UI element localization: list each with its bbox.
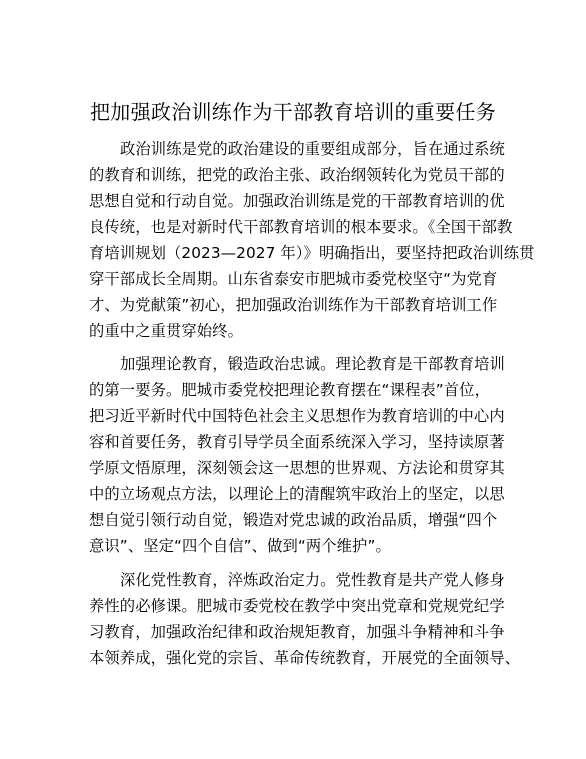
text-line: 政治训练是党的政治建设的重要组成部分，旨在通过系统 — [120, 140, 505, 158]
text-line: 的第一要务。肥城市委党校把理论教育摆在“课程表”首位， — [89, 381, 490, 399]
text-line: 把习近平新时代中国特色社会主义思想作为教育培训的中心内 — [89, 407, 505, 425]
text-line: 深化党性教育，淬炼政治定力。党性教育是共产党人修身 — [120, 571, 505, 589]
text-line: 育培训规划（2023—2027 年）》明确指出，要坚持把政治训练贯 — [89, 244, 535, 262]
text-line: 本领养成，强化党的宗旨、革命传统教育，开展党的全面领导、 — [89, 649, 521, 667]
paragraph-1 — [89, 136, 535, 344]
text-line: 思想自觉和行动自觉。加强政治训练是党的干部教育培训的优 — [89, 192, 505, 210]
text-line: 学原文悟原理，深刻领会这一思想的世界观、方法论和贯穿其 — [89, 459, 505, 477]
text-line: 良传统，也是对新时代干部教育培训的根本要求。《全国干部教 — [89, 218, 513, 236]
text-line: 养性的必修课。肥城市委党校在教学中突出党章和党规党纪学 — [89, 597, 505, 615]
text-line: 才、为党献策”初心，把加强政治训练作为干部教育培训工作 — [89, 296, 498, 314]
document-title: 把加强政治训练作为干部教育培训的重要任务 — [90, 100, 496, 124]
text-line: 想自觉引领行动自觉，锻造对党忠诚的政治品质，增强“四个 — [89, 511, 498, 529]
text-line: 习教育，加强政治纪律和政治规矩教育，加强斗争精神和斗争 — [89, 623, 505, 641]
text-line: 容和首要任务，教育引导学员全面系统深入学习，坚持读原著 — [89, 433, 505, 451]
paragraph-3 — [89, 567, 521, 671]
text-line: 意识”、坚定“四个自信”、做到“两个维护”。 — [89, 537, 391, 555]
paragraph-2 — [89, 351, 505, 559]
text-line: 穿干部成长全周期。山东省泰安市肥城市委党校坚守“为党育 — [89, 270, 498, 288]
text-line: 的教育和训练，把党的政治主张、政治纲领转化为党员干部的 — [89, 166, 505, 184]
text-line: 加强理论教育，锻造政治忠诚。理论教育是干部教育培训 — [120, 355, 505, 373]
text-line: 中的立场观点方法，以理论上的清醒筑牢政治上的坚定，以思 — [89, 485, 505, 503]
text-line: 的重中之重贯穿始终。 — [89, 322, 243, 340]
